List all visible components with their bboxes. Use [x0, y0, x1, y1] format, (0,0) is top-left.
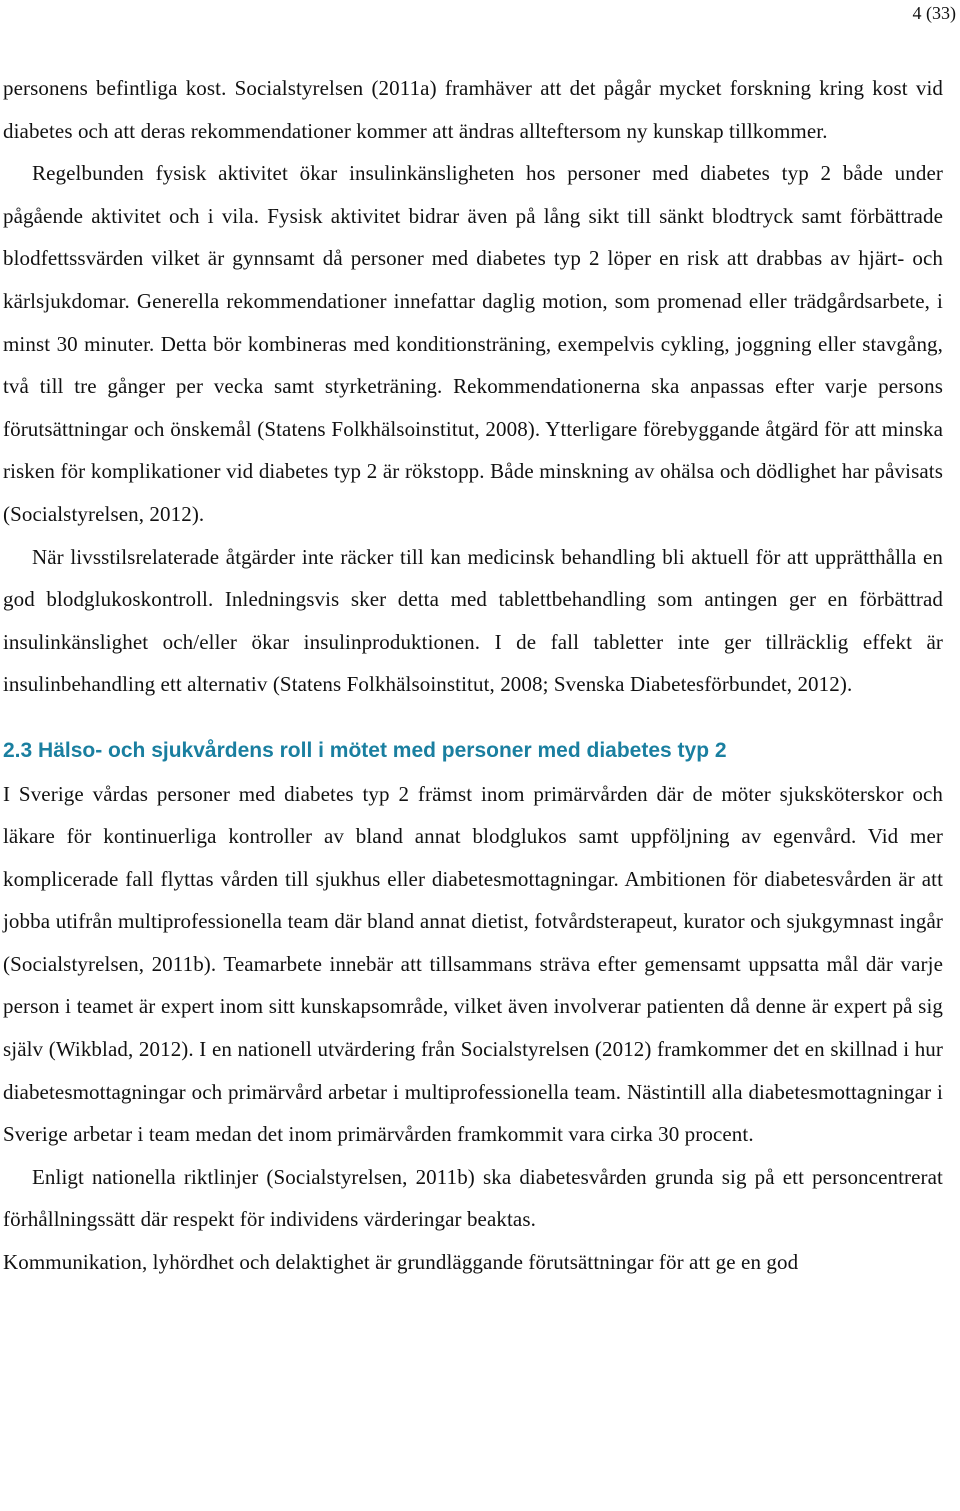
- paragraph-primarvarden: I Sverige vårdas personer med diabetes typ 2 främst inom primärvården där de möter sjuksköterskor och läkare för kontinuerliga kontroller av bland annat blodglukos samt uppföljning av egenvård. Vid mer komplicerade fall flyttas vården till sjukhus eller diabetesmottagningar. Ambitionen för diabetesvården är att jobba utifrån multiprofessionella team där bland annat dietist, fotvårdsterapeut, kurator och sjukgymnast ingår (Socialstyrelsen, 2011b). Teamarbete innebär att tillsammans sträva efter gemensamt uppsatta mål där varje person i teamet är expert inom sitt kunskapsområde, vilket även involverar patienten då denne är expert på sig själv (Wikblad, 2012). I en nationell utvärdering från Socialstyrelsen (2012) framkommer det en skillnad i hur diabetesmottagningar och primärvård arbetar i multiprofessionella team. Nästintill alla diabetesmottagningar i Sverige arbetar i team medan det inom primärvården framkommit vara cirka 30 procent.: [3, 781, 943, 1147]
- paragraph-kost: personens befintliga kost. Socialstyrelsen (2011a) framhäver att det pågår mycket forskning kring kost vid diabetes och att deras rekommendationer kommer att ändras allteftersom ny kunskap tillkommer.: [3, 76, 943, 143]
- section-heading: 2.3 Hälso- och sjukvårdens roll i mötet med personer med diabetes typ 2: [3, 738, 727, 762]
- paragraph-riktlinjer: Enligt nationella riktlinjer (Socialstyrelsen, 2011b) ska diabetesvården grunda sig på ett personcentrerat förhållningssätt där respekt för individens värderingar beaktas.: [3, 1164, 943, 1232]
- paragraph-fysisk-aktivitet: Regelbunden fysisk aktivitet ökar insulinkänsligheten hos personer med diabetes typ 2 både under pågående aktivitet och i vila. Fysisk aktivitet bidrar även på lång sikt till sänkt blodtryck samt förbättrade blodfettssvärden vilket är gynnsamt då personer med diabetes typ 2 löper en risk att drabbas av hjärt- och kärlsjukdomar. Generella rekommendationer innefattar daglig motion, som promenad eller trädgårdsarbete, i minst 30 minuter. Detta bör kombineras med konditionsträning, exempelvis cykling, joggning eller stavgång, två till tre gånger per vecka samt styrketräning. Rekommendationerna ska anpassas efter varje persons förutsättningar och önskemål (Statens Folkhälsoinstitut, 2008). Ytterligare förebyggande åtgärd för att minska risken för komplikationer vid diabetes typ 2 är rökstopp. Både minskning av ohälsa och dödlighet har påvisats (Socialstyrelsen, 2012).: [3, 161, 943, 526]
- document-body: [3, 67, 943, 1284]
- paragraph-kommunikation: Kommunikation, lyhördhet och delaktighet är grundläggande förutsättningar för att ge en god: [3, 1250, 799, 1275]
- page-number: 4 (33): [912, 3, 956, 23]
- paragraph-medicinsk-behandling: När livsstilsrelaterade åtgärder inte räcker till kan medicinsk behandling bli aktuell för att upprätthålla en god blodglukoskontroll. Inledningsvis sker detta med tablettbehandling som antingen ger en förbättrad insulinkänslighet och/eller ökar insulinproduktionen. I de fall tabletter inte ger tillräcklig effekt är insulinbehandling ett alternativ (Statens Folkhälsoinstitut, 2008; Svenska Diabetesförbundet, 2012).: [3, 544, 943, 697]
